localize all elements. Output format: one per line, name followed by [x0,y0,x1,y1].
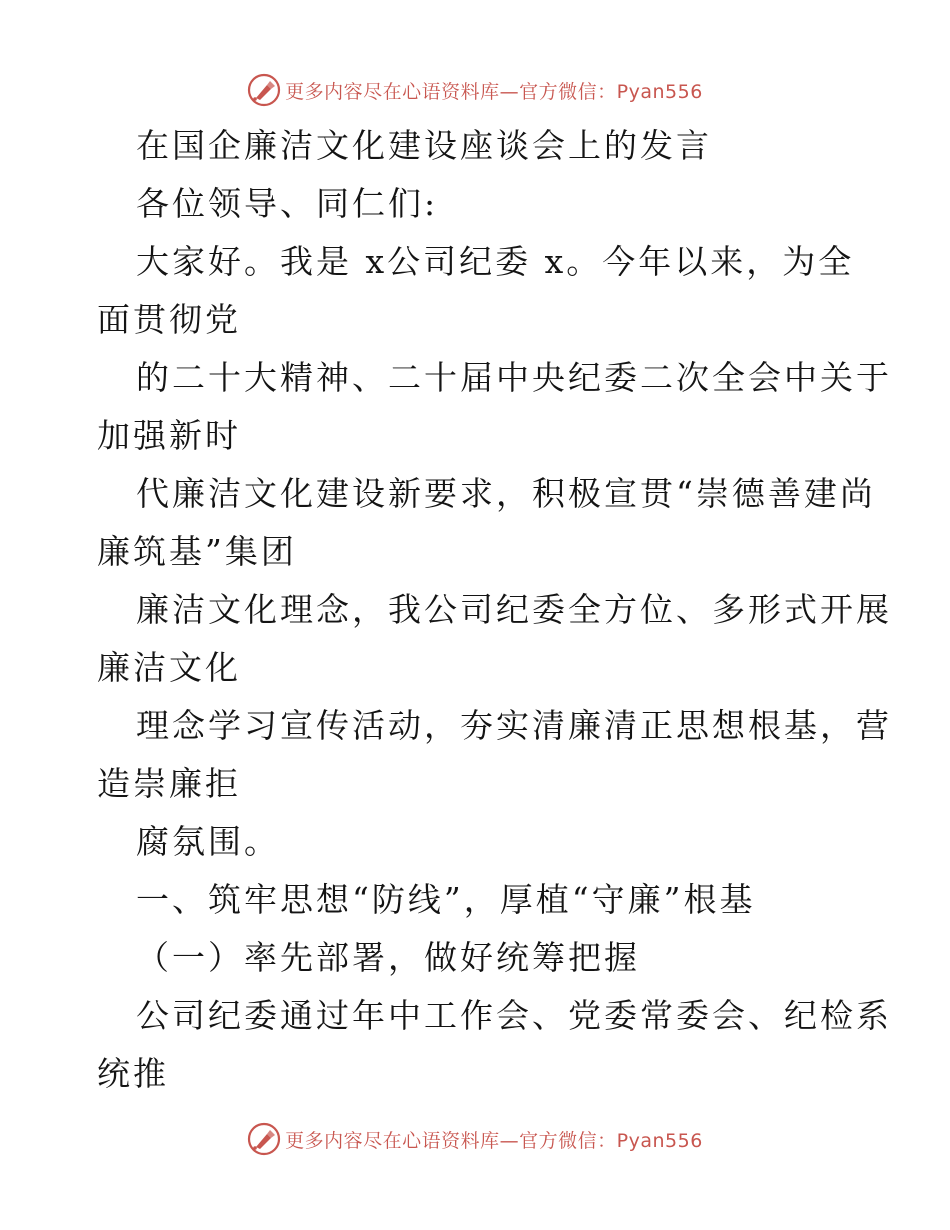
footer-watermark [0,1121,950,1157]
paragraph-line: 廉洁文化 [97,648,241,687]
paragraph-line: 造崇廉拒 [97,764,241,803]
paragraph-line: 统推 [97,1054,169,1093]
paragraph-line: 腐氛围。 [136,822,280,861]
paragraph-line: 廉筑基”集团 [97,532,297,571]
pen-nib-logo-icon [247,73,281,107]
watermark-text: 更多内容尽在心语资料库—官方微信：Pyan556 [285,80,703,103]
header-watermark [0,72,950,108]
paragraph-line: 加强新时 [97,416,241,455]
paragraph-line: 的二十大精神、二十届中央纪委二次全会中关于 [136,358,892,397]
paragraph-line: 大家好。我是 x公司纪委 x。今年以来，为全 [136,242,855,281]
paragraph-line: 廉洁文化理念，我公司纪委全方位、多形式开展 [136,590,892,629]
salutation: 各位领导、同仁们: [136,184,439,223]
section-heading: 一、筑牢思想“防线”，厚植“守廉”根基 [136,880,756,919]
watermark-text: 更多内容尽在心语资料库—官方微信：Pyan556 [285,1129,703,1152]
pen-nib-logo-icon [247,1122,281,1156]
paragraph-line: 代廉洁文化建设新要求，积极宣贯“崇德善建尚 [136,474,876,513]
paragraph-line: 理念学习宣传活动，夯实清廉清正思想根基，营 [136,706,892,745]
paragraph-line: 公司纪委通过年中工作会、党委常委会、纪检系 [136,996,892,1035]
paragraph-line: 面贯彻党 [97,300,241,339]
subsection-heading: （一）率先部署，做好统筹把握 [136,938,640,977]
document-title: 在国企廉洁文化建设座谈会上的发言 [136,126,712,165]
